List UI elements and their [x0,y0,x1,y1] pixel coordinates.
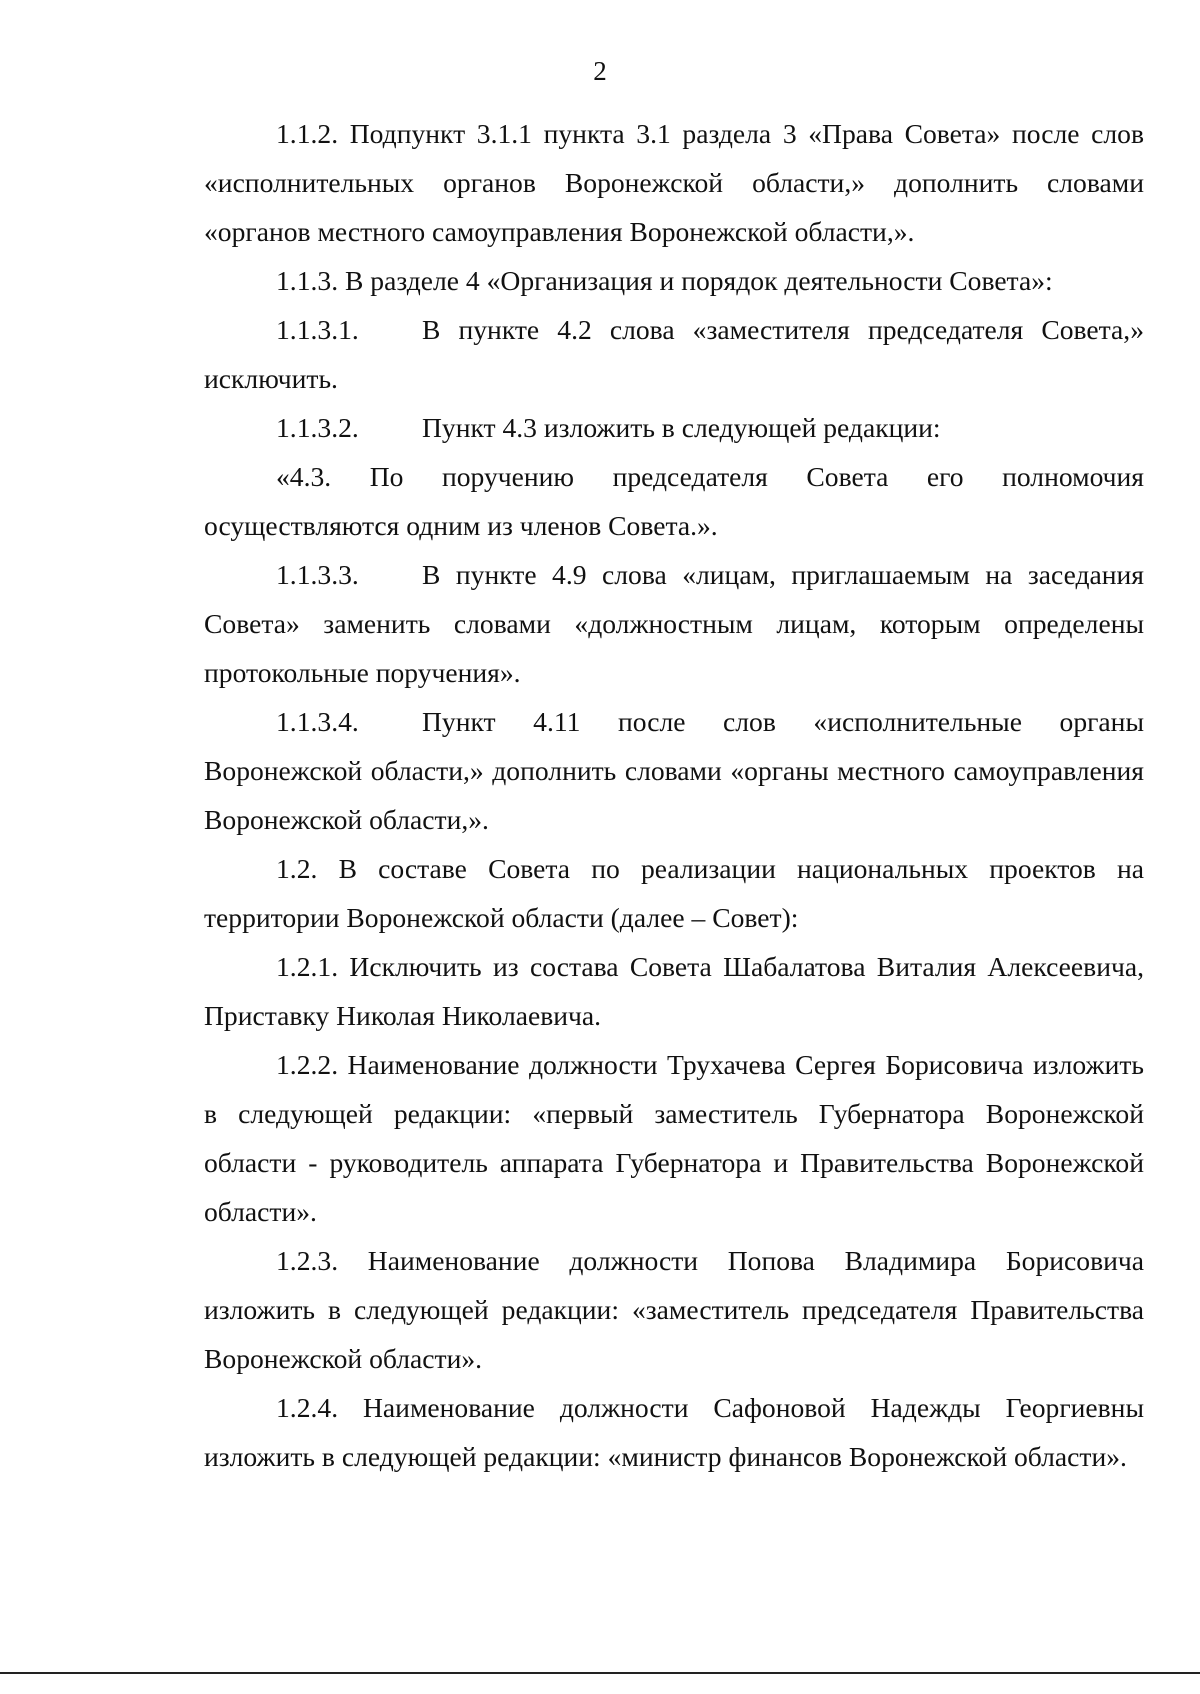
paragraph-text: Пункт 4.11 после слов «исполнительные органы Воронежской области,» дополнить словами «органы местного самоуправления Воронежской области,». [204,706,1144,835]
paragraph-1-2-4 [204,1383,1144,1481]
paragraph-1-1-3-3 [204,550,1144,697]
paragraph-label: 1.1.3.2. [276,412,359,443]
paragraph-1-2-2 [204,1040,1144,1236]
paragraph-text: 1.2.3. Наименование должности Попова Владимира Борисовича изложить в следующей редакции: «заместитель председателя Правительства Воронежской области». [204,1245,1144,1374]
document-body [204,109,1144,1481]
paragraph-text: 1.2.1. Исключить из состава Совета Шабалатова Виталия Алексеевича, Приставку Николая Николаевича. [204,951,1144,1031]
paragraph-text: В пункте 4.2 слова «заместителя председателя Совета,» исключить. [204,314,1144,394]
paragraph-1-2-1 [204,942,1144,1040]
paragraph-label: 1.1.3.3. [276,559,359,590]
paragraph-1-1-2 [204,109,1144,256]
paragraph-1-2-3 [204,1236,1144,1383]
paragraph-text: 1.1.2. Подпункт 3.1.1 пункта 3.1 раздела 3 «Права Совета» после слов «исполнительных органов Воронежской области,» дополнить словами «органов местного самоуправления Воронежской области,». [204,118,1144,247]
paragraph-text: 1.2.2. Наименование должности Трухачева Сергея Борисовича изложить в следующей редакции: «первый заместитель Губернатора Воронежской области - руководитель аппарата Губернатора и Правительства Воронежской области». [204,1049,1144,1227]
paragraph-text: 1.2.4. Наименование должности Сафоновой Надежды Георгиевны изложить в следующей редакции: «министр финансов Воронежской области». [204,1392,1144,1472]
paragraph-1-1-3-1 [204,305,1144,403]
paragraph-text: 1.1.3. В разделе 4 «Организация и порядок деятельности Совета»: [276,265,1053,296]
paragraph-label: 1.1.3.1. [276,314,359,345]
page-number: 2 [593,56,607,86]
paragraph-text: 1.2. В составе Совета по реализации национальных проектов на территории Воронежской области (далее – Совет): [204,853,1144,933]
paragraph-1-1-3-2 [204,403,1144,452]
paragraph-text: В пункте 4.9 слова «лицам, приглашаемым на заседания Совета» заменить словами «должностным лицам, которым определены протокольные поручения». [204,559,1144,688]
paragraph-text: «4.3. По поручению председателя Совета его полномочия осуществляются одним из членов Совета.». [204,461,1144,541]
paragraph-label: 1.1.3.4. [276,706,359,737]
paragraph-4-3 [204,452,1144,550]
paragraph-1-1-3 [204,256,1144,305]
bottom-divider [0,1672,1200,1674]
paragraph-1-1-3-4 [204,697,1144,844]
paragraph-1-2 [204,844,1144,942]
paragraph-text: Пункт 4.3 изложить в следующей редакции: [422,412,941,443]
